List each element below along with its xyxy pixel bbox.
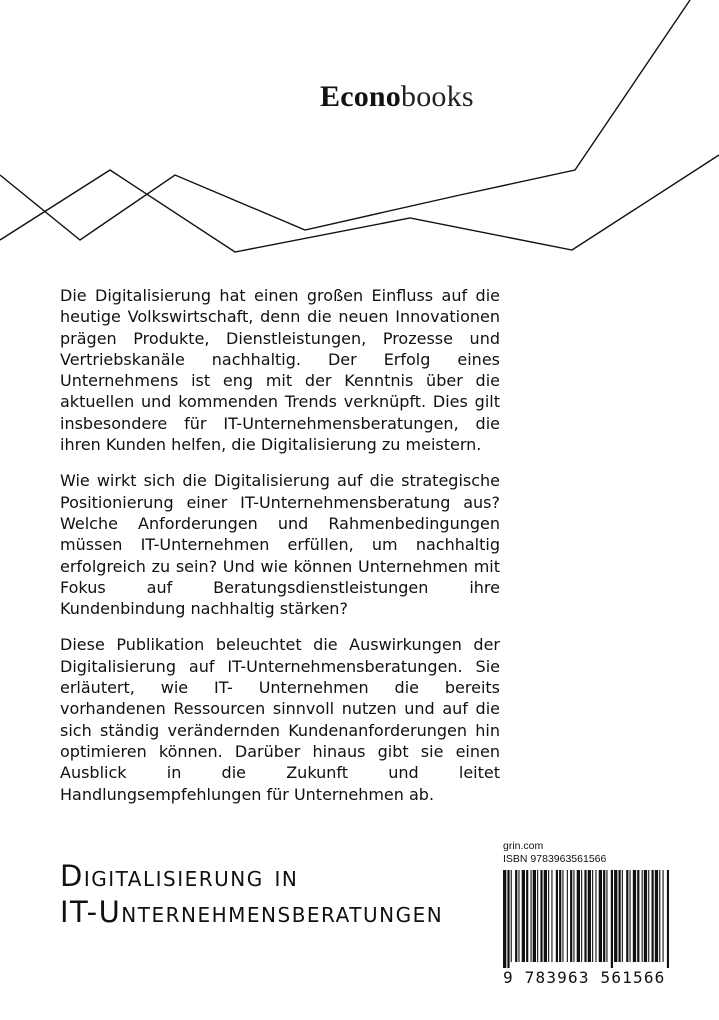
publisher-website: grin.com [503,840,544,852]
book-description [60,285,500,820]
decorative-line-graphic [0,0,719,300]
barcode-bar [619,870,621,962]
barcode-bar [511,870,512,962]
barcode-bar [633,870,636,962]
barcode-bar [663,870,664,962]
barcode-bar [540,870,542,962]
barcode-bar [603,870,605,962]
barcode-bar [559,870,561,962]
barcode-bar [630,870,631,962]
barcode-bars [503,870,669,968]
barcode-bar [548,870,549,962]
barcode-bar [531,870,532,962]
publisher-logo [320,80,474,114]
book-title-line-1: Digitalisierung in [60,859,299,893]
description-paragraph: Diese Publikation beleuchtet die Auswirkungen der Digitalisierung auf IT-Unternehmensberatungen. Sie erläutert, wie IT- Unternehmen die bereits vorhandenen Ressourcen sinnvoll nutzen und auf die sich ständig verändernden Kundenanforderungen hin optimieren können. Darüber hinaus gibt sie einen Ausblick in die Zukunft und leitet Handlungsempfehlungen für Unternehmen ab. [60,635,500,804]
barcode-bar [581,870,582,962]
barcode-bar [611,870,613,968]
barcode-bar [537,870,538,962]
barcode-bar [533,870,536,962]
barcode-bar [606,870,607,962]
barcode-bar [584,870,586,962]
barcode-bar [614,870,617,962]
book-title-line-2: IT-Unternehmensberatungen [60,895,444,929]
barcode-bar [562,870,563,962]
isbn-barcode-block [503,840,673,987]
barcode-bar [544,870,547,962]
description-paragraph: Wie wirkt sich die Digitalisierung auf die strategische Positionierung einer IT-Unternehmensberatung aus? Welche Anforderungen und Rahmenbedingungen müssen IT-Unternehmen erfüllen, um nachhaltig erfolgreich zu sein? Und wie können Unternehmen mit Fokus auf Beratungsdienstleistungen ihre Kundenbindung nachhaltig stärken? [60,471,500,619]
barcode-bar [622,870,623,962]
barcode-bar [592,870,593,962]
barcode-bar [659,870,660,962]
barcode-bar [644,870,647,962]
barcode-bar [570,870,572,962]
barcode-bar [655,870,658,962]
barcode-bar [515,870,517,962]
barcode-bar [626,870,628,962]
barcode-bar [595,870,596,962]
barcode-bar [573,870,574,962]
barcode-bar [507,870,509,968]
barcode-bar [518,870,519,962]
barcode-bar [642,870,643,962]
publisher-logo-strong: Econo [320,80,402,113]
barcode-bar [567,870,568,962]
book-title [60,858,443,930]
barcode-bar [577,870,580,962]
barcode-bar [551,870,552,962]
barcode-bar [522,870,525,962]
decorative-line-2 [0,155,719,252]
description-paragraph: Die Digitalisierung hat einen großen Einfluss auf die heutige Volkswirtschaft, denn die neuen Innovationen prägen Produkte, Dienstleistungen, Prozesse und Vertriebskanäle nachhaltig. Der Erfolg eines Unternehmens ist eng mit der Kenntnis über die aktuellen und kommenden Trends verknüpft. Dies gilt insbesondere für IT-Unternehmensberatungen, die ihren Kunden helfen, die Digitalisierung zu meistern. [60,286,500,455]
barcode-bar [503,870,506,968]
decorative-line-1 [0,0,690,240]
barcode-bar [667,870,669,968]
isbn-label: ISBN 9783963561566 [503,853,607,865]
barcode-bar [637,870,639,962]
barcode-bar [599,870,602,962]
barcode-bar [648,870,649,962]
barcode-bar [556,870,558,962]
barcode-bar [526,870,528,962]
barcode-bar [652,870,654,962]
publisher-logo-light: books [401,80,474,113]
barcode-digits: 9 783963 561566 [503,968,666,987]
barcode-bar [588,870,591,962]
